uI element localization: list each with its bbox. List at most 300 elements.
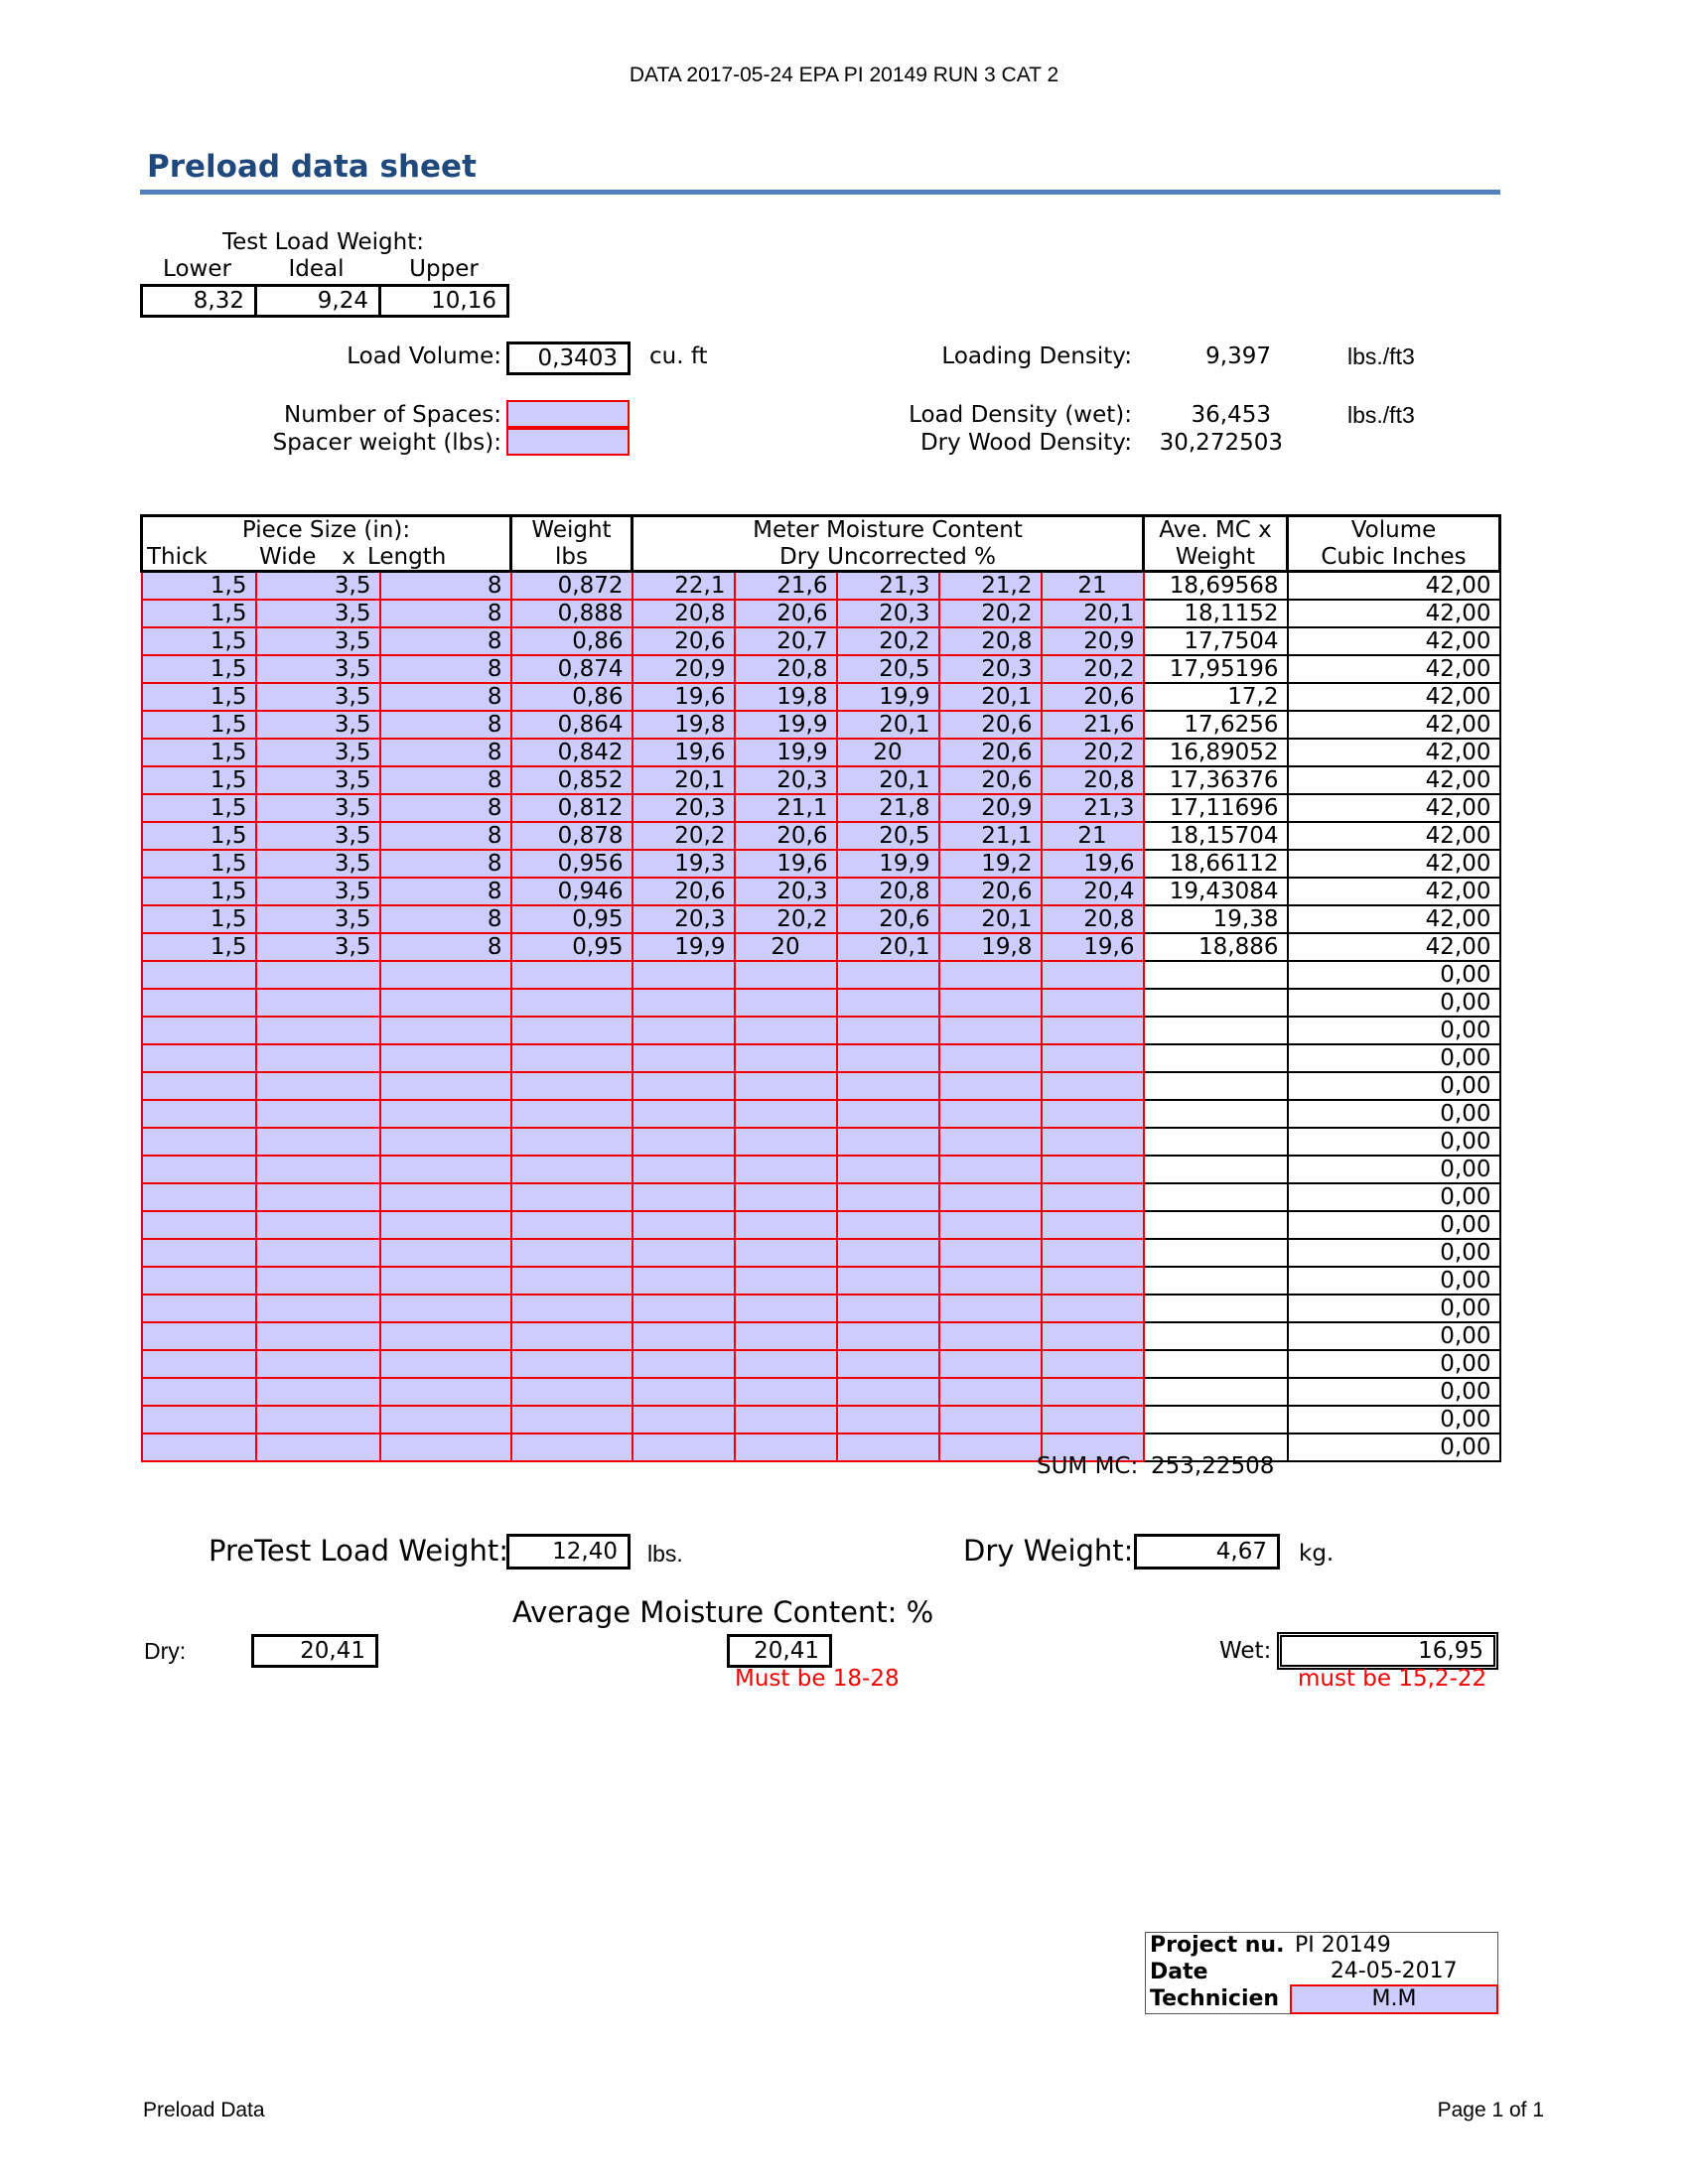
mc-1-cell[interactable] (633, 1017, 735, 1044)
table-row (142, 961, 1500, 989)
thick-cell[interactable] (142, 1322, 256, 1350)
mc-1-cell[interactable]: 20,6 (633, 878, 735, 905)
mc-2-cell[interactable] (735, 989, 837, 1017)
length-cell[interactable]: 8 (380, 711, 511, 739)
mc-2-cell[interactable] (735, 1378, 837, 1406)
wide-cell[interactable] (256, 1211, 380, 1239)
mc-3-cell[interactable]: 20,2 (837, 627, 939, 655)
mc-3-cell[interactable]: 21,3 (837, 572, 939, 601)
mc-5-cell[interactable] (1042, 1350, 1144, 1378)
mc-3-cell[interactable]: 21,8 (837, 794, 939, 822)
mc-5-cell[interactable] (1042, 1100, 1144, 1128)
weight-cell[interactable] (511, 1378, 633, 1406)
weight-cell[interactable] (511, 1100, 633, 1128)
thick-cell[interactable]: 1,5 (142, 822, 256, 850)
wide-cell[interactable]: 3,5 (256, 794, 380, 822)
thick-cell[interactable] (142, 1211, 256, 1239)
weight-cell[interactable] (511, 1433, 633, 1461)
mc-3-cell[interactable] (837, 1239, 939, 1267)
wide-cell[interactable] (256, 1183, 380, 1211)
thick-cell[interactable]: 1,5 (142, 711, 256, 739)
mc-1-cell[interactable] (633, 1378, 735, 1406)
weight-cell[interactable]: 0,872 (511, 572, 633, 601)
mc-4-cell[interactable] (939, 1183, 1042, 1211)
mc-1-cell[interactable]: 19,3 (633, 850, 735, 878)
mc-4-cell[interactable] (939, 1211, 1042, 1239)
wide-cell[interactable] (256, 1406, 380, 1433)
wide-cell[interactable]: 3,5 (256, 850, 380, 878)
mc-1-cell[interactable]: 19,8 (633, 711, 735, 739)
length-cell[interactable] (380, 1433, 511, 1461)
mc-5-cell[interactable]: 20,8 (1042, 766, 1144, 794)
thick-cell[interactable]: 1,5 (142, 739, 256, 766)
thick-cell[interactable] (142, 1183, 256, 1211)
length-cell[interactable]: 8 (380, 905, 511, 933)
mc-1-cell[interactable]: 20,6 (633, 627, 735, 655)
mc-2-cell[interactable]: 21,1 (735, 794, 837, 822)
weight-cell[interactable]: 0,946 (511, 878, 633, 905)
ave-mc-cell (1144, 989, 1288, 1017)
weight-cell[interactable] (511, 989, 633, 1017)
weight-cell[interactable]: 0,86 (511, 683, 633, 711)
mc-4-cell[interactable] (939, 961, 1042, 989)
mc-2-cell[interactable]: 20,2 (735, 905, 837, 933)
weight-cell[interactable]: 0,852 (511, 766, 633, 794)
length-cell[interactable] (380, 1239, 511, 1267)
mc-2-cell[interactable]: 20,6 (735, 600, 837, 627)
mc-2-cell[interactable]: 20,3 (735, 766, 837, 794)
mc-3-cell[interactable]: 19,9 (837, 683, 939, 711)
mc-3-cell[interactable] (837, 1295, 939, 1322)
weight-cell[interactable] (511, 1156, 633, 1183)
dry-weight-unit: kg. (1299, 1541, 1335, 1567)
mc-5-cell[interactable]: 20,9 (1042, 627, 1144, 655)
mc-2-cell[interactable]: 20,8 (735, 655, 837, 683)
thick-cell[interactable]: 1,5 (142, 850, 256, 878)
ave-mc-weight-header: Weight (1144, 544, 1288, 572)
volume-cell: 42,00 (1288, 794, 1500, 822)
thick-cell[interactable]: 1,5 (142, 572, 256, 601)
mc-1-cell[interactable] (633, 1239, 735, 1267)
mc-4-cell[interactable]: 20,6 (939, 878, 1042, 905)
wide-cell[interactable] (256, 1072, 380, 1100)
mc-2-cell[interactable] (735, 961, 837, 989)
length-cell[interactable]: 8 (380, 878, 511, 905)
mc-5-cell[interactable] (1042, 1211, 1144, 1239)
mc-2-cell[interactable]: 20,6 (735, 822, 837, 850)
mc-3-cell[interactable] (837, 1378, 939, 1406)
mc-3-cell[interactable] (837, 1322, 939, 1350)
wide-cell[interactable]: 3,5 (256, 766, 380, 794)
mc-3-cell[interactable] (837, 1072, 939, 1100)
mc-4-cell[interactable] (939, 1378, 1042, 1406)
length-cell[interactable] (380, 1211, 511, 1239)
mc-3-cell[interactable] (837, 1017, 939, 1044)
mc-2-cell[interactable] (735, 1128, 837, 1156)
mc-2-cell[interactable] (735, 1239, 837, 1267)
mc-1-cell[interactable] (633, 1183, 735, 1211)
thick-cell[interactable] (142, 989, 256, 1017)
mc-1-cell[interactable] (633, 1350, 735, 1378)
wide-cell[interactable]: 3,5 (256, 683, 380, 711)
wide-cell[interactable]: 3,5 (256, 572, 380, 601)
mc-4-cell[interactable]: 19,2 (939, 850, 1042, 878)
ave-mc-cell: 19,38 (1144, 905, 1288, 933)
mc-3-cell[interactable] (837, 1267, 939, 1295)
weight-cell[interactable] (511, 961, 633, 989)
thick-cell[interactable]: 1,5 (142, 905, 256, 933)
thick-cell[interactable]: 1,5 (142, 878, 256, 905)
length-cell[interactable]: 8 (380, 655, 511, 683)
mc-5-cell[interactable] (1042, 1156, 1144, 1183)
weight-cell[interactable] (511, 1128, 633, 1156)
thick-cell[interactable] (142, 961, 256, 989)
mc-1-cell[interactable] (633, 1100, 735, 1128)
mc-3-cell[interactable] (837, 1044, 939, 1072)
thick-cell[interactable]: 1,5 (142, 655, 256, 683)
mc-4-cell[interactable]: 19,8 (939, 933, 1042, 961)
mc-5-cell[interactable] (1042, 1183, 1144, 1211)
thick-cell[interactable] (142, 1267, 256, 1295)
mc-1-cell[interactable] (633, 1322, 735, 1350)
length-cell[interactable] (380, 1128, 511, 1156)
weight-cell[interactable]: 0,812 (511, 794, 633, 822)
mc-1-cell[interactable] (633, 1128, 735, 1156)
mc-4-cell[interactable] (939, 1267, 1042, 1295)
mc-1-cell[interactable]: 19,6 (633, 683, 735, 711)
mc-5-cell[interactable]: 20,8 (1042, 905, 1144, 933)
mc-4-cell[interactable]: 20,1 (939, 683, 1042, 711)
wide-cell[interactable]: 3,5 (256, 711, 380, 739)
weight-cell[interactable] (511, 1239, 633, 1267)
thick-cell[interactable] (142, 1044, 256, 1072)
wide-cell[interactable]: 3,5 (256, 822, 380, 850)
length-cell[interactable] (380, 1017, 511, 1044)
wide-cell[interactable] (256, 1017, 380, 1044)
mc-5-cell[interactable] (1042, 1072, 1144, 1100)
technician-input[interactable]: M.M (1291, 1985, 1497, 2013)
thick-cell[interactable] (142, 1100, 256, 1128)
mc-4-cell[interactable] (939, 1322, 1042, 1350)
length-cell[interactable] (380, 1406, 511, 1433)
mc-5-cell[interactable] (1042, 961, 1144, 989)
thick-cell[interactable] (142, 1433, 256, 1461)
mc-2-cell[interactable] (735, 1211, 837, 1239)
mc-5-cell[interactable]: 19,6 (1042, 933, 1144, 961)
mc-1-cell[interactable]: 20,2 (633, 822, 735, 850)
mc-4-cell[interactable]: 20,6 (939, 766, 1042, 794)
weight-cell[interactable]: 0,86 (511, 627, 633, 655)
mc-4-cell[interactable] (939, 1100, 1042, 1128)
wide-cell[interactable] (256, 1267, 380, 1295)
length-cell[interactable] (380, 989, 511, 1017)
length-cell[interactable]: 8 (380, 822, 511, 850)
mc-3-cell[interactable]: 20,1 (837, 933, 939, 961)
mc-5-cell[interactable] (1042, 1378, 1144, 1406)
mc-4-cell[interactable] (939, 1017, 1042, 1044)
length-cell[interactable]: 8 (380, 766, 511, 794)
wide-cell[interactable]: 3,5 (256, 739, 380, 766)
mc-3-cell[interactable] (837, 961, 939, 989)
length-cell[interactable] (380, 1100, 511, 1128)
mc-1-cell[interactable]: 20,3 (633, 905, 735, 933)
mc-5-cell[interactable] (1042, 1406, 1144, 1433)
mc-5-cell[interactable]: 21 (1042, 822, 1144, 850)
length-cell[interactable]: 8 (380, 739, 511, 766)
thick-cell[interactable] (142, 1156, 256, 1183)
wide-cell[interactable] (256, 1156, 380, 1183)
thick-cell[interactable] (142, 1378, 256, 1406)
mc-3-cell[interactable]: 20,1 (837, 766, 939, 794)
weight-cell[interactable]: 0,95 (511, 933, 633, 961)
mc-5-cell[interactable] (1042, 1017, 1144, 1044)
weight-cell[interactable]: 0,864 (511, 711, 633, 739)
mc-5-cell[interactable] (1042, 1128, 1144, 1156)
mc-5-cell[interactable] (1042, 989, 1144, 1017)
mc-1-cell[interactable]: 19,6 (633, 739, 735, 766)
mc-4-cell[interactable] (939, 989, 1042, 1017)
wide-cell[interactable]: 3,5 (256, 655, 380, 683)
mc-3-cell[interactable] (837, 1350, 939, 1378)
thick-cell[interactable] (142, 1350, 256, 1378)
weight-cell[interactable] (511, 1295, 633, 1322)
mc-2-cell[interactable] (735, 1267, 837, 1295)
mc-5-cell[interactable]: 21 (1042, 572, 1144, 601)
mc-1-cell[interactable]: 20,1 (633, 766, 735, 794)
thick-cell[interactable]: 1,5 (142, 600, 256, 627)
thick-cell[interactable] (142, 1406, 256, 1433)
mc-1-cell[interactable] (633, 961, 735, 989)
mc-3-cell[interactable] (837, 1406, 939, 1433)
wide-cell[interactable] (256, 989, 380, 1017)
number-of-spaces-input[interactable] (506, 400, 630, 428)
mc-3-cell[interactable]: 20,6 (837, 905, 939, 933)
wide-cell[interactable]: 3,5 (256, 627, 380, 655)
mc-2-cell[interactable]: 19,8 (735, 683, 837, 711)
mc-3-cell[interactable]: 20,8 (837, 878, 939, 905)
mc-1-cell[interactable] (633, 1267, 735, 1295)
mc-3-cell[interactable]: 20,5 (837, 655, 939, 683)
mc-3-cell[interactable] (837, 1100, 939, 1128)
weight-cell[interactable] (511, 1267, 633, 1295)
length-cell[interactable]: 8 (380, 933, 511, 961)
weight-cell[interactable] (511, 1072, 633, 1100)
mc-1-cell[interactable] (633, 1072, 735, 1100)
thick-cell[interactable]: 1,5 (142, 766, 256, 794)
wide-cell[interactable]: 3,5 (256, 933, 380, 961)
mc-3-cell[interactable]: 20,3 (837, 600, 939, 627)
mc-5-cell[interactable] (1042, 1295, 1144, 1322)
length-cell[interactable]: 8 (380, 627, 511, 655)
length-cell[interactable] (380, 1378, 511, 1406)
length-cell[interactable] (380, 1183, 511, 1211)
weight-cell[interactable]: 0,842 (511, 739, 633, 766)
wide-cell[interactable]: 3,5 (256, 878, 380, 905)
length-cell[interactable]: 8 (380, 794, 511, 822)
mc-5-cell[interactable]: 21,6 (1042, 711, 1144, 739)
ave-mc-cell (1144, 1017, 1288, 1044)
mc-4-cell[interactable]: 21,1 (939, 822, 1042, 850)
wide-cell[interactable]: 3,5 (256, 600, 380, 627)
weight-cell[interactable] (511, 1350, 633, 1378)
wide-cell[interactable] (256, 961, 380, 989)
mc-5-cell[interactable]: 20,2 (1042, 739, 1144, 766)
weight-cell[interactable] (511, 1211, 633, 1239)
length-cell[interactable] (380, 961, 511, 989)
mc-1-cell[interactable] (633, 1295, 735, 1322)
mc-4-cell[interactable] (939, 1433, 1042, 1461)
weight-cell[interactable]: 0,95 (511, 905, 633, 933)
mc-1-cell[interactable] (633, 1211, 735, 1239)
thick-cell[interactable]: 1,5 (142, 683, 256, 711)
length-cell[interactable] (380, 1267, 511, 1295)
mc-4-cell[interactable] (939, 1239, 1042, 1267)
mc-4-cell[interactable] (939, 1128, 1042, 1156)
mc-2-cell[interactable] (735, 1017, 837, 1044)
mc-4-cell[interactable] (939, 1295, 1042, 1322)
weight-cell[interactable] (511, 1406, 633, 1433)
mc-3-cell[interactable] (837, 1128, 939, 1156)
mc-3-cell[interactable] (837, 1211, 939, 1239)
thick-cell[interactable] (142, 1017, 256, 1044)
loading-density-unit: lbs./ft3 (1347, 343, 1415, 369)
wide-cell[interactable] (256, 1322, 380, 1350)
mc-2-cell[interactable]: 20 (735, 933, 837, 961)
thick-cell[interactable] (142, 1128, 256, 1156)
wide-cell[interactable] (256, 1100, 380, 1128)
mc-5-cell[interactable]: 19,6 (1042, 850, 1144, 878)
length-cell[interactable]: 8 (380, 683, 511, 711)
mc-2-cell[interactable]: 19,9 (735, 711, 837, 739)
mc-5-cell[interactable]: 20,4 (1042, 878, 1144, 905)
length-cell[interactable] (380, 1322, 511, 1350)
mc-1-cell[interactable]: 22,1 (633, 572, 735, 601)
wide-cell[interactable]: 3,5 (256, 905, 380, 933)
mc-3-cell[interactable]: 19,9 (837, 850, 939, 878)
mc-3-cell[interactable]: 20,5 (837, 822, 939, 850)
mc-2-cell[interactable] (735, 1295, 837, 1322)
wide-cell[interactable] (256, 1044, 380, 1072)
mc-4-cell[interactable] (939, 1044, 1042, 1072)
weight-cell[interactable]: 0,874 (511, 655, 633, 683)
mc-4-cell[interactable] (939, 1156, 1042, 1183)
mc-2-cell[interactable]: 19,9 (735, 739, 837, 766)
mc-2-cell[interactable]: 20,7 (735, 627, 837, 655)
mc-1-cell[interactable]: 20,8 (633, 600, 735, 627)
thick-cell[interactable] (142, 1295, 256, 1322)
weight-cell[interactable]: 0,888 (511, 600, 633, 627)
mc-2-cell[interactable] (735, 1350, 837, 1378)
weight-cell[interactable] (511, 1322, 633, 1350)
loading-density-label: Loading Density: (941, 343, 1132, 369)
mc-3-cell[interactable]: 20,1 (837, 711, 939, 739)
thick-cell[interactable]: 1,5 (142, 794, 256, 822)
wide-cell[interactable] (256, 1433, 380, 1461)
mc-5-cell[interactable] (1042, 1044, 1144, 1072)
mc-3-cell[interactable] (837, 1183, 939, 1211)
mc-2-cell[interactable] (735, 1072, 837, 1100)
mc-5-cell[interactable] (1042, 1239, 1144, 1267)
length-cell[interactable] (380, 1072, 511, 1100)
length-cell[interactable] (380, 1156, 511, 1183)
mc-2-cell[interactable] (735, 1322, 837, 1350)
length-cell[interactable]: 8 (380, 572, 511, 601)
wide-cell[interactable] (256, 1239, 380, 1267)
mc-1-cell[interactable] (633, 1406, 735, 1433)
mc-4-cell[interactable] (939, 1072, 1042, 1100)
mc-1-cell[interactable]: 20,9 (633, 655, 735, 683)
thick-cell[interactable]: 1,5 (142, 627, 256, 655)
mc-2-cell[interactable]: 21,6 (735, 572, 837, 601)
mc-2-cell[interactable] (735, 1406, 837, 1433)
mc-4-cell[interactable]: 20,1 (939, 905, 1042, 933)
mc-2-cell[interactable]: 19,6 (735, 850, 837, 878)
table-row (142, 850, 1500, 878)
mc-1-cell[interactable]: 20,3 (633, 794, 735, 822)
mc-5-cell[interactable] (1042, 1267, 1144, 1295)
mc-4-cell[interactable]: 20,3 (939, 655, 1042, 683)
weight-cell[interactable] (511, 1183, 633, 1211)
mc-4-cell[interactable]: 20,8 (939, 627, 1042, 655)
mc-4-cell[interactable] (939, 1350, 1042, 1378)
mc-3-cell[interactable] (837, 989, 939, 1017)
wide-cell[interactable] (256, 1350, 380, 1378)
mc-3-cell[interactable] (837, 1156, 939, 1183)
thick-cell[interactable]: 1,5 (142, 933, 256, 961)
mc-1-cell[interactable] (633, 989, 735, 1017)
wide-cell[interactable] (256, 1128, 380, 1156)
weight-cell[interactable] (511, 1017, 633, 1044)
length-cell[interactable] (380, 1350, 511, 1378)
thick-cell[interactable] (142, 1072, 256, 1100)
mc-1-cell[interactable]: 19,9 (633, 933, 735, 961)
mc-4-cell[interactable] (939, 1406, 1042, 1433)
mc-4-cell[interactable]: 20,9 (939, 794, 1042, 822)
mc-2-cell[interactable] (735, 1183, 837, 1211)
mc-5-cell[interactable] (1042, 1322, 1144, 1350)
weight-cell[interactable]: 0,956 (511, 850, 633, 878)
mc-2-cell[interactable] (735, 1044, 837, 1072)
weight-cell[interactable]: 0,878 (511, 822, 633, 850)
wide-cell[interactable] (256, 1295, 380, 1322)
mc-5-cell[interactable]: 20,2 (1042, 655, 1144, 683)
mc-2-cell[interactable] (735, 1156, 837, 1183)
length-cell[interactable]: 8 (380, 850, 511, 878)
length-cell[interactable] (380, 1295, 511, 1322)
mc-4-cell[interactable]: 20,2 (939, 600, 1042, 627)
mc-5-cell[interactable]: 20,1 (1042, 600, 1144, 627)
mc-2-cell[interactable] (735, 1433, 837, 1461)
mc-3-cell[interactable] (837, 1433, 939, 1461)
mc-5-cell[interactable]: 20,6 (1042, 683, 1144, 711)
mc-1-cell[interactable] (633, 1044, 735, 1072)
mc-4-cell[interactable]: 21,2 (939, 572, 1042, 601)
length-cell[interactable] (380, 1044, 511, 1072)
mc-4-cell[interactable]: 20,6 (939, 711, 1042, 739)
length-cell[interactable]: 8 (380, 600, 511, 627)
mc-1-cell[interactable] (633, 1433, 735, 1461)
wide-cell[interactable] (256, 1378, 380, 1406)
mc-2-cell[interactable] (735, 1100, 837, 1128)
mc-4-cell[interactable]: 20,6 (939, 739, 1042, 766)
mc-5-cell[interactable]: 21,3 (1042, 794, 1144, 822)
mc-3-cell[interactable]: 20 (837, 739, 939, 766)
thick-cell[interactable] (142, 1239, 256, 1267)
spacer-weight-input[interactable] (506, 428, 630, 456)
weight-cell[interactable] (511, 1044, 633, 1072)
mc-2-cell[interactable]: 20,3 (735, 878, 837, 905)
mc-1-cell[interactable] (633, 1156, 735, 1183)
